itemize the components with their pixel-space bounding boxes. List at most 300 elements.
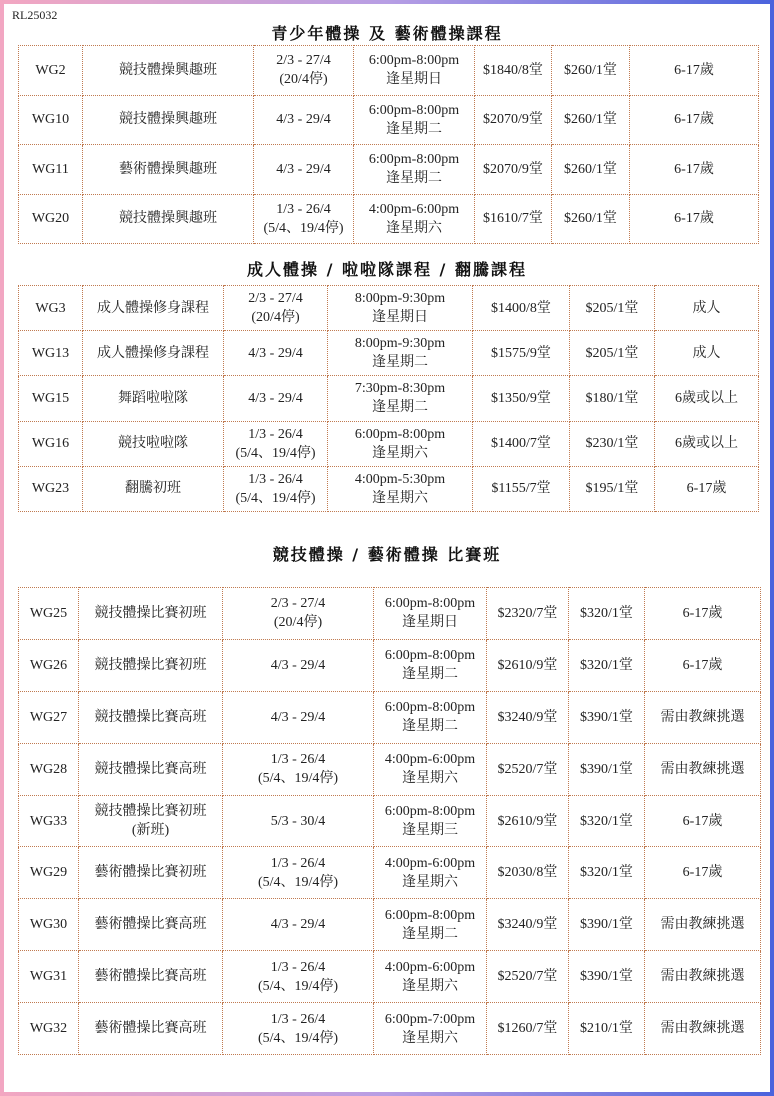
course-fee bbox=[487, 951, 569, 1003]
course-single-fee-text: $260/1堂 bbox=[564, 112, 617, 128]
course-age bbox=[630, 46, 759, 96]
course-single-fee-text: $390/1堂 bbox=[580, 969, 633, 985]
course-age bbox=[645, 639, 761, 691]
course-age-text: 6歲或以上 bbox=[675, 390, 738, 406]
course-time-text: 逢星期日 bbox=[402, 615, 458, 631]
course-code-text: WG26 bbox=[29, 657, 68, 673]
course-dates-text: (5/4、19/4停) bbox=[263, 220, 344, 236]
course-name-text: 藝術體操比賽高班 bbox=[94, 969, 207, 985]
course-single-fee bbox=[569, 588, 645, 640]
course-dates bbox=[223, 1003, 374, 1055]
adult-course-table bbox=[18, 285, 759, 512]
course-dates-text: 4/3 - 29/4 bbox=[248, 390, 303, 406]
course-time bbox=[374, 847, 487, 899]
course-age-text: 6歲或以上 bbox=[675, 436, 738, 452]
course-time-text: 4:00pm-5:30pm bbox=[354, 471, 446, 487]
course-age bbox=[645, 847, 761, 899]
course-code-text: WG15 bbox=[31, 390, 70, 406]
course-dates-text: (5/4、19/4停) bbox=[257, 1030, 339, 1046]
course-age bbox=[645, 951, 761, 1003]
course-dates bbox=[223, 639, 374, 691]
course-code bbox=[19, 145, 83, 195]
course-dates bbox=[223, 951, 374, 1003]
course-time bbox=[374, 743, 487, 795]
course-name-text: 競技體操興趣班 bbox=[119, 62, 217, 78]
course-code-text: WG16 bbox=[31, 436, 70, 452]
course-time-text: 6:00pm-8:00pm bbox=[384, 700, 476, 716]
course-time bbox=[374, 951, 487, 1003]
course-name-text: 藝術體操比賽高班 bbox=[94, 917, 207, 933]
course-name-text: 翻騰初班 bbox=[125, 481, 181, 497]
course-name bbox=[83, 466, 224, 511]
course-time bbox=[328, 286, 473, 331]
course-name bbox=[83, 376, 224, 421]
course-age bbox=[655, 331, 759, 376]
course-dates-text: 1/3 - 26/4 bbox=[248, 471, 303, 487]
course-dates-text: 2/3 - 27/4 bbox=[270, 596, 326, 612]
course-name-text: 成人體操修身課程 bbox=[97, 300, 209, 316]
course-single-fee-text: $320/1堂 bbox=[580, 605, 633, 621]
course-name-text: 藝術體操比賽初班 bbox=[94, 865, 207, 881]
course-single-fee-text: $195/1堂 bbox=[585, 481, 639, 497]
course-dates bbox=[224, 376, 328, 421]
course-code-text: WG28 bbox=[29, 761, 68, 777]
course-name bbox=[83, 46, 254, 96]
course-dates bbox=[224, 466, 328, 511]
course-time-text: 逢星期六 bbox=[402, 978, 458, 994]
course-age bbox=[645, 743, 761, 795]
course-single-fee-text: $230/1堂 bbox=[585, 436, 639, 452]
course-time-text: 6:00pm-8:00pm bbox=[384, 804, 476, 819]
course-fee-text: $2320/7堂 bbox=[497, 605, 558, 621]
section-title-competition: 競技體操 / 藝術體操 比賽班 bbox=[272, 545, 502, 564]
course-age-text: 成人 bbox=[692, 345, 721, 361]
course-dates-text: 1/3 - 26/4 bbox=[276, 201, 331, 217]
course-dates-text: 2/3 - 27/4 bbox=[248, 291, 303, 307]
course-code bbox=[19, 951, 79, 1003]
course-code bbox=[19, 421, 83, 466]
course-fee-text: $1260/7堂 bbox=[497, 1021, 558, 1037]
course-name-text: 競技體操比賽高班 bbox=[94, 761, 207, 777]
course-row bbox=[19, 421, 759, 466]
course-code bbox=[19, 46, 83, 96]
course-name bbox=[79, 691, 223, 743]
course-name-text: 競技體操比賽高班 bbox=[94, 709, 207, 725]
course-dates-text: 1/3 - 26/4 bbox=[270, 752, 326, 768]
course-time-text: 6:00pm-8:00pm bbox=[384, 907, 476, 923]
course-age bbox=[655, 466, 759, 511]
course-age-text: 6-17歲 bbox=[674, 161, 714, 177]
course-time-text: 逢星期二 bbox=[402, 926, 458, 942]
section-title-adult: 成人體操 / 啦啦隊課程 / 翻騰課程 bbox=[247, 260, 527, 279]
course-dates-text: (5/4、19/4停) bbox=[257, 978, 339, 994]
course-time-text: 逢星期六 bbox=[402, 874, 458, 890]
course-fee-text: $1840/8堂 bbox=[483, 62, 543, 78]
course-fee bbox=[473, 376, 570, 421]
course-fee-text: $1610/7堂 bbox=[483, 211, 543, 227]
course-age-text: 6-17歲 bbox=[674, 211, 714, 227]
course-row bbox=[19, 95, 759, 145]
course-single-fee-text: $390/1堂 bbox=[580, 761, 633, 777]
course-single-fee bbox=[570, 331, 655, 376]
course-time-text: 逢星期六 bbox=[372, 490, 428, 506]
course-time-text: 4:00pm-6:00pm bbox=[384, 855, 476, 871]
course-age bbox=[645, 1003, 761, 1055]
course-code bbox=[19, 376, 83, 421]
course-code bbox=[19, 691, 79, 743]
course-single-fee bbox=[570, 286, 655, 331]
course-fee-text: $1575/9堂 bbox=[491, 345, 551, 361]
course-age-text: 6-17歲 bbox=[674, 62, 714, 78]
course-single-fee-text: $210/1堂 bbox=[580, 1021, 633, 1037]
course-age bbox=[630, 145, 759, 195]
course-single-fee bbox=[570, 421, 655, 466]
course-single-fee-text: $260/1堂 bbox=[564, 161, 617, 177]
document-code: RL25032 bbox=[12, 8, 58, 22]
course-time-text: 6:00pm-8:00pm bbox=[368, 152, 460, 168]
course-dates-text: 4/3 - 29/4 bbox=[276, 112, 331, 128]
course-dates-text: 1/3 - 26/4 bbox=[270, 855, 326, 871]
course-single-fee bbox=[569, 743, 645, 795]
course-name-text: 競技體操比賽初班 bbox=[94, 804, 207, 819]
course-fee bbox=[473, 286, 570, 331]
course-code-text: WG27 bbox=[29, 709, 68, 725]
course-age-text: 需由教練挑選 bbox=[660, 1021, 745, 1037]
course-fee-text: $2610/9堂 bbox=[497, 657, 558, 673]
course-single-fee-text: $390/1堂 bbox=[580, 709, 633, 725]
course-fee bbox=[473, 331, 570, 376]
course-dates bbox=[223, 743, 374, 795]
course-single-fee bbox=[570, 376, 655, 421]
course-single-fee-text: $260/1堂 bbox=[564, 211, 617, 227]
course-row bbox=[19, 145, 759, 195]
course-fee bbox=[475, 145, 552, 195]
course-code bbox=[19, 1003, 79, 1055]
course-code bbox=[19, 95, 83, 145]
course-dates bbox=[223, 588, 374, 640]
course-row bbox=[19, 847, 761, 899]
course-age bbox=[630, 95, 759, 145]
course-fee bbox=[473, 421, 570, 466]
course-time-text: 逢星期二 bbox=[386, 121, 442, 137]
course-time-text: 6:00pm-8:00pm bbox=[368, 102, 460, 118]
course-age bbox=[645, 691, 761, 743]
course-time bbox=[354, 46, 475, 96]
course-code-text: WG2 bbox=[35, 62, 66, 78]
course-single-fee bbox=[570, 466, 655, 511]
course-time bbox=[354, 95, 475, 145]
course-single-fee bbox=[552, 194, 630, 244]
course-dates-text: 2/3 - 27/4 bbox=[276, 53, 331, 69]
course-time-text: 逢星期日 bbox=[372, 310, 428, 326]
course-age bbox=[645, 588, 761, 640]
course-age bbox=[645, 899, 761, 951]
course-age bbox=[655, 286, 759, 331]
course-single-fee bbox=[569, 1003, 645, 1055]
course-name-text: (新班) bbox=[131, 823, 170, 838]
course-single-fee bbox=[552, 145, 630, 195]
course-age-text: 6-17歲 bbox=[682, 813, 723, 829]
course-fee bbox=[487, 847, 569, 899]
course-code bbox=[19, 286, 83, 331]
course-time bbox=[374, 639, 487, 691]
course-name-text: 競技體操興趣班 bbox=[119, 211, 217, 227]
course-row bbox=[19, 46, 759, 96]
course-fee-text: $2070/9堂 bbox=[483, 112, 543, 128]
course-time-text: 7:30pm-8:30pm bbox=[354, 381, 446, 397]
course-time-text: 6:00pm-8:00pm bbox=[384, 596, 476, 612]
course-code-text: WG20 bbox=[31, 211, 70, 227]
course-fee bbox=[487, 639, 569, 691]
course-fee bbox=[475, 95, 552, 145]
course-single-fee-text: $205/1堂 bbox=[585, 300, 639, 316]
course-code bbox=[19, 639, 79, 691]
course-fee-text: $3240/9堂 bbox=[497, 917, 558, 933]
course-row bbox=[19, 691, 761, 743]
course-time bbox=[374, 1003, 487, 1055]
course-code-text: WG3 bbox=[35, 300, 66, 316]
course-row bbox=[19, 639, 761, 691]
course-fee bbox=[473, 466, 570, 511]
course-time-text: 逢星期二 bbox=[372, 355, 428, 371]
course-time-text: 6:00pm-8:00pm bbox=[384, 648, 476, 664]
course-name bbox=[79, 588, 223, 640]
course-single-fee bbox=[569, 639, 645, 691]
course-dates bbox=[223, 847, 374, 899]
course-dates bbox=[224, 331, 328, 376]
course-code-text: WG25 bbox=[29, 605, 68, 621]
course-time bbox=[328, 466, 473, 511]
course-dates bbox=[254, 46, 354, 96]
course-age-text: 需由教練挑選 bbox=[660, 761, 745, 777]
course-fee-text: $2520/7堂 bbox=[497, 969, 558, 985]
course-dates-text: (20/4停) bbox=[273, 615, 323, 631]
course-code-text: WG32 bbox=[29, 1021, 68, 1037]
course-dates-text: 4/3 - 29/4 bbox=[270, 917, 326, 933]
course-name bbox=[83, 421, 224, 466]
course-time bbox=[354, 194, 475, 244]
course-age bbox=[630, 194, 759, 244]
course-age bbox=[655, 376, 759, 421]
course-time bbox=[328, 421, 473, 466]
course-name bbox=[83, 194, 254, 244]
course-fee-text: $1350/9堂 bbox=[491, 390, 551, 406]
course-fee-text: $2610/9堂 bbox=[497, 813, 558, 829]
course-time-text: 6:00pm-8:00pm bbox=[354, 426, 446, 442]
competition-course-table bbox=[18, 587, 761, 1055]
course-dates bbox=[224, 421, 328, 466]
course-code-text: WG23 bbox=[31, 481, 70, 497]
course-name bbox=[79, 795, 223, 847]
course-dates bbox=[223, 899, 374, 951]
course-age-text: 需由教練挑選 bbox=[660, 969, 745, 985]
course-single-fee-text: $320/1堂 bbox=[580, 865, 633, 881]
course-time bbox=[354, 145, 475, 195]
course-fee-text: $2030/8堂 bbox=[497, 865, 558, 881]
course-time bbox=[374, 795, 487, 847]
course-dates-text: (5/4、19/4停) bbox=[257, 874, 339, 890]
course-time bbox=[328, 376, 473, 421]
course-code-text: WG33 bbox=[29, 813, 68, 829]
course-age-text: 需由教練挑選 bbox=[660, 709, 745, 725]
course-row bbox=[19, 743, 761, 795]
course-time-text: 4:00pm-6:00pm bbox=[384, 959, 476, 975]
course-dates-text: 1/3 - 26/4 bbox=[270, 959, 326, 975]
course-dates-text: (20/4停) bbox=[279, 72, 328, 88]
course-name bbox=[79, 899, 223, 951]
course-age-text: 需由教練挑選 bbox=[660, 917, 745, 933]
course-fee bbox=[487, 795, 569, 847]
course-single-fee bbox=[569, 847, 645, 899]
course-time bbox=[374, 588, 487, 640]
course-code bbox=[19, 795, 79, 847]
course-time-text: 逢星期六 bbox=[386, 220, 442, 236]
course-dates-text: (20/4停) bbox=[251, 310, 300, 326]
course-time-text: 8:00pm-9:30pm bbox=[354, 291, 446, 307]
course-name bbox=[79, 1003, 223, 1055]
course-time-text: 逢星期二 bbox=[402, 719, 458, 735]
course-code-text: WG29 bbox=[29, 865, 68, 881]
course-fee-text: $1155/7堂 bbox=[491, 481, 551, 497]
course-name bbox=[79, 639, 223, 691]
course-fee-text: $2070/9堂 bbox=[483, 161, 543, 177]
course-fee-text: $3240/9堂 bbox=[497, 709, 558, 725]
course-age-text: 成人 bbox=[692, 300, 721, 316]
course-dates bbox=[224, 286, 328, 331]
course-row bbox=[19, 1003, 761, 1055]
course-age-text: 6-17歲 bbox=[682, 605, 723, 621]
course-row bbox=[19, 588, 761, 640]
course-code bbox=[19, 331, 83, 376]
course-dates-text: 5/3 - 30/4 bbox=[270, 813, 326, 829]
course-single-fee-text: $320/1堂 bbox=[580, 813, 633, 829]
course-name-text: 競技體操比賽初班 bbox=[94, 657, 207, 673]
course-age-text: 6-17歲 bbox=[682, 865, 723, 881]
course-row bbox=[19, 795, 761, 847]
course-code-text: WG11 bbox=[32, 161, 69, 177]
course-code bbox=[19, 588, 79, 640]
course-name bbox=[83, 286, 224, 331]
course-code bbox=[19, 743, 79, 795]
course-time-text: 逢星期二 bbox=[402, 667, 458, 683]
course-time bbox=[374, 899, 487, 951]
course-name-text: 藝術體操興趣班 bbox=[119, 161, 217, 177]
course-dates-text: (5/4、19/4停) bbox=[257, 771, 339, 787]
course-age-text: 6-17歲 bbox=[674, 112, 714, 128]
course-code-text: WG10 bbox=[31, 112, 70, 128]
course-dates-text: (5/4、19/4停) bbox=[235, 445, 316, 461]
course-code bbox=[19, 899, 79, 951]
course-age bbox=[645, 795, 761, 847]
course-single-fee bbox=[552, 46, 630, 96]
course-code bbox=[19, 847, 79, 899]
course-code-text: WG30 bbox=[29, 917, 68, 933]
course-row bbox=[19, 899, 761, 951]
course-fee bbox=[475, 194, 552, 244]
course-single-fee-text: $260/1堂 bbox=[564, 62, 617, 78]
course-name-text: 競技啦啦隊 bbox=[118, 436, 188, 452]
course-dates-text: 1/3 - 26/4 bbox=[248, 426, 303, 442]
course-time-text: 逢星期六 bbox=[402, 1030, 458, 1046]
course-row bbox=[19, 286, 759, 331]
course-age-text: 6-17歲 bbox=[682, 657, 723, 673]
course-row bbox=[19, 194, 759, 244]
course-name-text: 舞蹈啦啦隊 bbox=[118, 390, 188, 406]
course-time-text: 逢星期六 bbox=[402, 771, 458, 787]
course-time bbox=[374, 691, 487, 743]
course-name-text: 藝術體操比賽高班 bbox=[94, 1021, 207, 1037]
course-code bbox=[19, 466, 83, 511]
course-dates-text: 4/3 - 29/4 bbox=[276, 161, 331, 177]
course-row bbox=[19, 331, 759, 376]
course-fee bbox=[475, 46, 552, 96]
course-time-text: 逢星期二 bbox=[386, 171, 442, 187]
course-row bbox=[19, 376, 759, 421]
course-dates bbox=[254, 194, 354, 244]
course-name bbox=[83, 95, 254, 145]
course-time-text: 6:00pm-7:00pm bbox=[384, 1011, 476, 1027]
course-fee bbox=[487, 588, 569, 640]
course-name bbox=[79, 847, 223, 899]
course-fee bbox=[487, 899, 569, 951]
course-time-text: 逢星期六 bbox=[372, 445, 428, 461]
course-time-text: 6:00pm-8:00pm bbox=[368, 53, 460, 69]
course-single-fee bbox=[552, 95, 630, 145]
course-fee-text: $1400/7堂 bbox=[491, 436, 551, 452]
course-name-text: 成人體操修身課程 bbox=[97, 345, 209, 361]
course-dates bbox=[254, 145, 354, 195]
course-time-text: 逢星期日 bbox=[386, 72, 442, 88]
course-single-fee bbox=[569, 795, 645, 847]
course-code-text: WG31 bbox=[29, 969, 68, 985]
youth-course-table bbox=[18, 45, 759, 244]
course-single-fee-text: $180/1堂 bbox=[585, 390, 639, 406]
course-fee bbox=[487, 1003, 569, 1055]
course-dates bbox=[254, 95, 354, 145]
course-single-fee bbox=[569, 691, 645, 743]
course-dates-text: 4/3 - 29/4 bbox=[270, 657, 326, 673]
course-fee bbox=[487, 743, 569, 795]
course-row bbox=[19, 951, 761, 1003]
course-code bbox=[19, 194, 83, 244]
course-fee-text: $1400/8堂 bbox=[491, 300, 551, 316]
course-time-text: 逢星期二 bbox=[372, 400, 428, 416]
course-single-fee-text: $390/1堂 bbox=[580, 917, 633, 933]
course-age-text: 6-17歲 bbox=[686, 481, 727, 497]
course-name bbox=[83, 145, 254, 195]
course-name bbox=[83, 331, 224, 376]
course-single-fee bbox=[569, 899, 645, 951]
course-dates bbox=[223, 795, 374, 847]
course-time-text: 4:00pm-6:00pm bbox=[368, 201, 460, 217]
course-age bbox=[655, 421, 759, 466]
course-single-fee-text: $205/1堂 bbox=[585, 345, 639, 361]
course-code-text: WG13 bbox=[31, 345, 70, 361]
course-name-text: 競技體操比賽初班 bbox=[94, 605, 207, 621]
section-title-youth: 青少年體操 及 藝術體操課程 bbox=[271, 24, 503, 43]
course-fee-text: $2520/7堂 bbox=[497, 761, 558, 777]
course-fee bbox=[487, 691, 569, 743]
course-dates-text: 4/3 - 29/4 bbox=[270, 709, 326, 725]
course-name bbox=[79, 743, 223, 795]
course-time-text: 4:00pm-6:00pm bbox=[384, 752, 476, 768]
course-single-fee bbox=[569, 951, 645, 1003]
course-dates bbox=[223, 691, 374, 743]
course-time bbox=[328, 331, 473, 376]
course-single-fee-text: $320/1堂 bbox=[580, 657, 633, 673]
course-dates-text: 1/3 - 26/4 bbox=[270, 1011, 326, 1027]
course-time-text: 逢星期三 bbox=[402, 823, 458, 838]
